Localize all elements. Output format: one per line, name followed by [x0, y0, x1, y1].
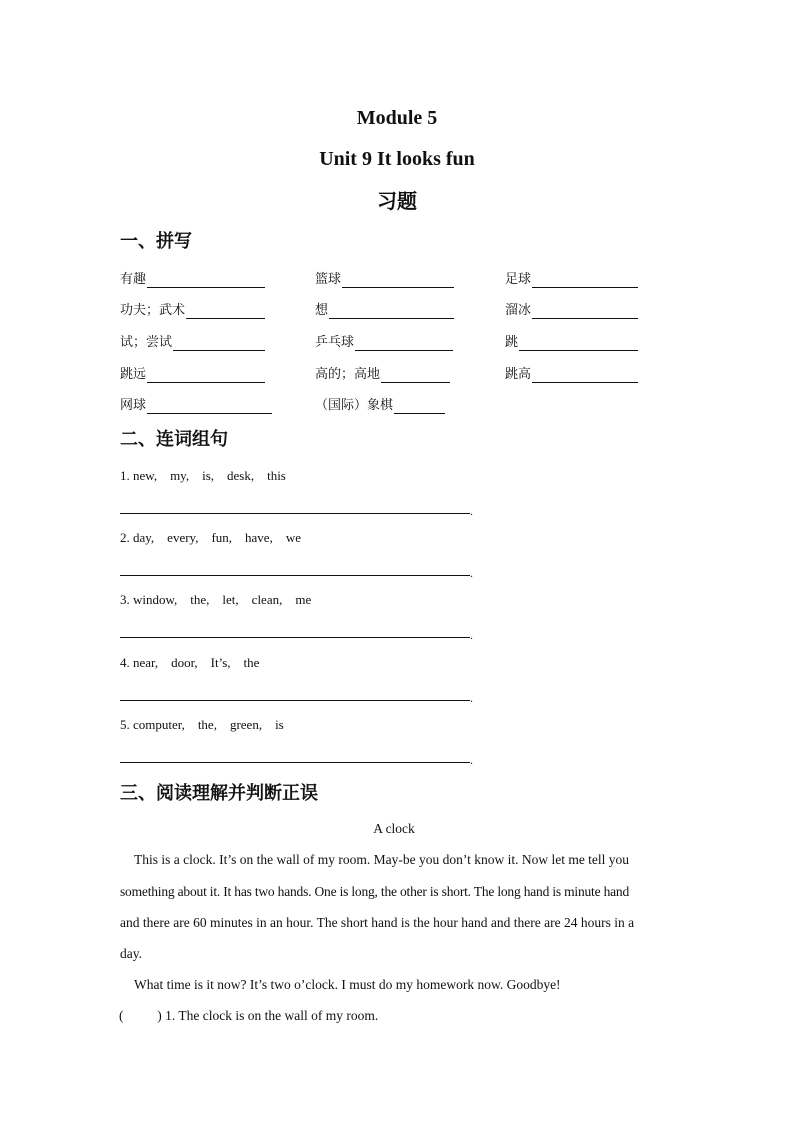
- vocab-word: 跳远: [120, 367, 147, 382]
- vocab-word: 功夫；武术: [120, 303, 186, 318]
- passage-title: A clock: [373, 821, 415, 836]
- worksheet-subtitle: 习题: [377, 189, 417, 213]
- line-end-dot: .: [470, 691, 473, 705]
- vocab-item: [505, 331, 638, 351]
- sentence-prompt-3: 3. window, the, let, clean, me: [120, 592, 312, 607]
- vocab-item: [315, 268, 454, 288]
- vocab-blank[interactable]: [355, 335, 453, 351]
- sentence-prompt-1: 1. new, my, is, desk, this: [120, 468, 286, 483]
- module-title: Module 5: [356, 107, 438, 129]
- vocab-item: [505, 363, 638, 383]
- passage-line: something about it. It has two hands. One is long, the other is short. The long hand is minute hand: [120, 884, 630, 899]
- section-3-heading: 三、阅读理解并判断正误: [120, 783, 318, 804]
- vocab-word: 溜冰: [505, 303, 532, 318]
- answer-line-4[interactable]: [120, 699, 470, 701]
- passage-line: day.: [120, 946, 142, 961]
- answer-line-3[interactable]: [120, 636, 470, 638]
- vocab-item: [120, 268, 265, 288]
- line-end-dot: .: [470, 566, 473, 580]
- vocab-blank[interactable]: [186, 303, 265, 319]
- vocab-blank[interactable]: [147, 398, 272, 414]
- sentence-prompt-5: 5. computer, the, green, is: [120, 717, 284, 732]
- answer-line-2[interactable]: [120, 574, 470, 576]
- vocab-blank[interactable]: [519, 335, 638, 351]
- vocab-item: [505, 268, 638, 288]
- vocab-blank[interactable]: [394, 398, 445, 414]
- line-end-dot: .: [470, 628, 473, 642]
- unit-title: Unit 9 It looks fun: [319, 148, 475, 170]
- vocab-row-2: [120, 299, 680, 319]
- line-end-dot: .: [470, 504, 473, 518]
- vocab-word: （国际）象棋: [315, 398, 394, 413]
- vocab-blank[interactable]: [342, 272, 454, 288]
- vocab-item: [120, 331, 265, 351]
- vocab-blank[interactable]: [147, 367, 265, 383]
- vocab-blank[interactable]: [147, 272, 265, 288]
- vocab-blank[interactable]: [532, 367, 638, 383]
- passage-line: What time is it now? It’s two o’clock. I must do my homework now. Goodbye!: [134, 977, 561, 992]
- vocab-row-4: [120, 363, 680, 383]
- vocab-blank[interactable]: [381, 367, 450, 383]
- vocab-item: [120, 394, 272, 414]
- vocab-item: [315, 331, 453, 351]
- true-false-question-1[interactable]: ( ) 1. The clock is on the wall of my room.: [119, 1008, 379, 1023]
- vocab-blank[interactable]: [532, 303, 638, 319]
- vocab-item: [315, 299, 454, 319]
- vocab-word: 乒乓球: [315, 335, 355, 350]
- vocab-word: 跳: [505, 335, 519, 350]
- line-end-dot: .: [470, 753, 473, 767]
- vocab-row-5: [120, 394, 680, 414]
- vocab-blank[interactable]: [173, 335, 265, 351]
- vocab-word: 高的；高地: [315, 367, 381, 382]
- vocab-item: [120, 363, 265, 383]
- passage-line: This is a clock. It’s on the wall of my room. May-be you don’t know it. Now let me tell you: [134, 852, 630, 867]
- vocab-item: [120, 299, 265, 319]
- vocab-blank[interactable]: [329, 303, 454, 319]
- answer-line-1[interactable]: [120, 512, 470, 514]
- vocab-row-3: [120, 331, 680, 351]
- section-1-heading: 一、拼写: [120, 231, 192, 252]
- section-2-heading: 二、连词组句: [120, 429, 228, 450]
- vocab-word: 篮球: [315, 272, 342, 287]
- sentence-prompt-4: 4. near, door, It’s, the: [120, 655, 260, 670]
- vocab-blank[interactable]: [532, 272, 638, 288]
- vocab-row-1: [120, 268, 680, 288]
- vocab-item: [505, 299, 638, 319]
- answer-line-5[interactable]: [120, 761, 470, 763]
- passage-line: and there are 60 minutes in an hour. The short hand is the hour hand and there are 24 hours in a: [120, 915, 635, 930]
- sentence-prompt-2: 2. day, every, fun, have, we: [120, 530, 301, 545]
- vocab-word: 有趣: [120, 272, 147, 287]
- vocab-word: 跳高: [505, 367, 532, 382]
- vocab-word: 足球: [505, 272, 532, 287]
- vocab-word: 想: [315, 303, 329, 318]
- vocab-word: 试；尝试: [120, 335, 173, 350]
- vocab-word: 网球: [120, 398, 147, 413]
- vocab-item: [315, 394, 445, 414]
- vocab-item: [315, 363, 450, 383]
